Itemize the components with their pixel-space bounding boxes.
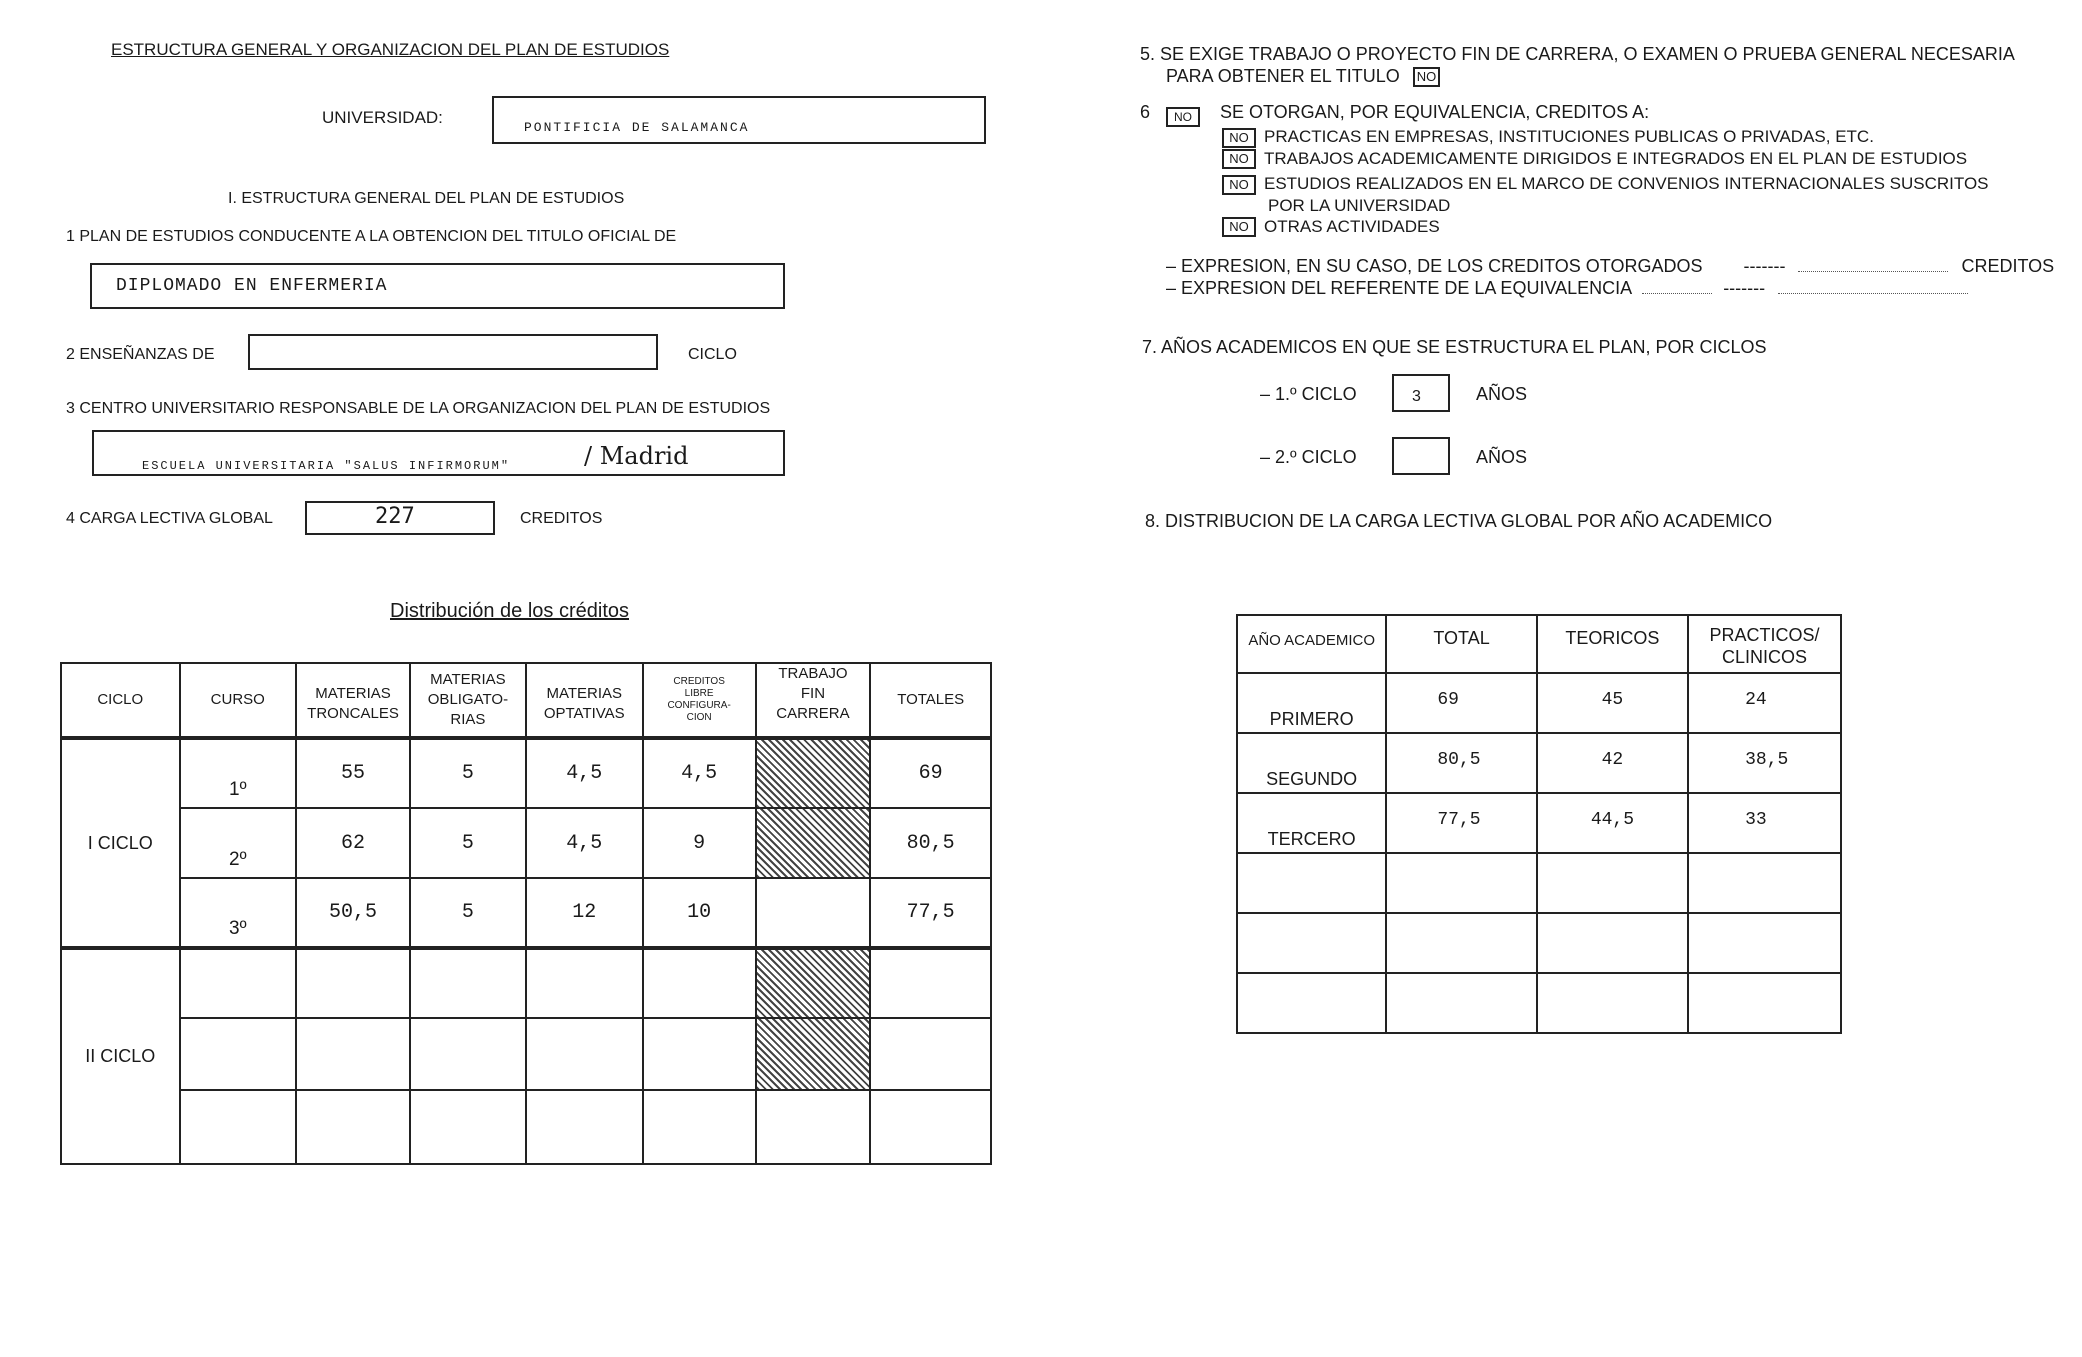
expr2-dotline-2 — [1778, 293, 1968, 294]
ciclo1-value: 3 — [1412, 388, 1421, 405]
curso-cell: 3º — [180, 878, 297, 948]
optativas-cell: 4,5 — [526, 738, 643, 808]
empty-cell — [643, 948, 756, 1018]
option-text: TRABAJOS ACADEMICAMENTE DIRIGIDOS E INTEGRADOS EN EL PLAN DE ESTUDIOS — [1264, 148, 1968, 168]
expr2-label: – EXPRESION DEL REFERENTE DE LA EQUIVALENCIA — [1166, 278, 1632, 298]
libre-cell: 10 — [643, 878, 756, 948]
optativas-cell: 12 — [526, 878, 643, 948]
empty-cell — [296, 1090, 410, 1164]
item6-options — [1222, 126, 1989, 237]
item4-label: 4 CARGA LECTIVA GLOBAL — [66, 510, 273, 527]
obligatorias-cell: 5 — [410, 738, 526, 808]
teoricos-cell: 44,5 — [1537, 793, 1688, 853]
header-obligatorias: MATERIAS OBLIGATO- RIAS — [410, 663, 526, 738]
expr1-label: – EXPRESION, EN SU CASO, DE LOS CREDITOS OTORGADOS — [1166, 256, 1703, 276]
year-table — [1236, 614, 1842, 1034]
header-troncales: MATERIAS TRONCALES — [296, 663, 410, 738]
option-box: NO — [1222, 175, 1256, 195]
empty-cell — [410, 948, 526, 1018]
table-row — [1237, 913, 1841, 973]
practicos-cell: 24 — [1688, 673, 1841, 733]
table-row — [61, 808, 991, 878]
empty-cell — [296, 1018, 410, 1090]
libre-cell: 9 — [643, 808, 756, 878]
ensenanzas-field — [248, 334, 658, 370]
empty-cell — [526, 1090, 643, 1164]
trabajo-cell — [756, 878, 871, 948]
universidad-value: PONTIFICIA DE SALAMANCA — [524, 120, 750, 135]
item1-label: 1 PLAN DE ESTUDIOS CONDUCENTE A LA OBTENCION DEL TITULO OFICIAL DE — [66, 228, 677, 245]
item4-suffix: CREDITOS — [520, 510, 603, 527]
section-i-title: I. ESTRUCTURA GENERAL DEL PLAN DE ESTUDIOS — [228, 190, 625, 207]
carga-value: 227 — [375, 504, 415, 529]
empty-cell — [296, 948, 410, 1018]
empty-cell — [643, 1090, 756, 1164]
centro-value: ESCUELA UNIVERSITARIA "SALUS INFIRMORUM" — [142, 459, 511, 473]
header-trabajo: TRABAJO FIN CARRERA — [756, 663, 871, 738]
header-ciclo: CICLO — [61, 663, 180, 738]
item7-title: 7. AÑOS ACADEMICOS EN QUE SE ESTRUCTURA EL PLAN, POR CICLOS — [1142, 337, 1767, 357]
item6-box: NO — [1166, 107, 1200, 127]
ciclo1-label: I CICLO — [61, 738, 180, 948]
centro-field — [92, 430, 785, 476]
troncales-cell: 50,5 — [296, 878, 410, 948]
dist-table — [60, 662, 992, 1165]
teoricos-cell: 42 — [1537, 733, 1688, 793]
table-row — [1237, 793, 1841, 853]
item6-option — [1222, 148, 1989, 170]
item8-title: 8. DISTRIBUCION DE LA CARGA LECTIVA GLOBAL POR AÑO ACADEMICO — [1145, 511, 1773, 531]
header-ano: AÑO ACADEMICO — [1237, 615, 1386, 673]
empty-cell — [1386, 973, 1536, 1033]
item6-title: SE OTORGAN, POR EQUIVALENCIA, CREDITOS A: — [1220, 102, 1650, 122]
option-text: ESTUDIOS REALIZADOS EN EL MARCO DE CONVENIOS INTERNACIONALES SUSCRITOS — [1264, 174, 1989, 194]
year-header-row — [1237, 615, 1841, 673]
header-libre: CREDITOS LIBRE CONFIGURA- CION — [643, 663, 756, 738]
year-cell: PRIMERO — [1237, 673, 1386, 733]
ciclo2-suffix: AÑOS — [1476, 447, 1528, 467]
universidad-field — [492, 96, 986, 144]
item6-option — [1222, 126, 1989, 148]
empty-cell — [180, 1018, 297, 1090]
header-totales: TOTALES — [870, 663, 991, 738]
table-row — [1237, 733, 1841, 793]
item2-suffix: CICLO — [688, 346, 737, 363]
teoricos-cell: 45 — [1537, 673, 1688, 733]
year-cell: TERCERO — [1237, 793, 1386, 853]
curso-cell: 2º — [180, 808, 297, 878]
universidad-label: UNIVERSIDAD: — [322, 108, 443, 127]
empty-cell — [526, 1018, 643, 1090]
expr2-dash: ------- — [1723, 278, 1766, 298]
titulo-value: DIPLOMADO EN ENFERMERIA — [116, 276, 388, 296]
option-text: PRACTICAS EN EMPRESAS, INSTITUCIONES PUBLICAS O PRIVADAS, ETC. — [1264, 127, 1874, 146]
table-row — [61, 878, 991, 948]
ciclo1-box — [1392, 374, 1450, 412]
header-total: TOTAL — [1386, 615, 1536, 673]
practicos-cell: 33 — [1688, 793, 1841, 853]
empty-cell — [1386, 853, 1536, 913]
centro-handwritten: / Madrid — [584, 442, 689, 470]
empty-cell — [643, 1018, 756, 1090]
empty-cell — [756, 1090, 871, 1164]
item5-box: NO — [1413, 67, 1441, 87]
table-row — [61, 1090, 991, 1164]
ciclo2-label: II CICLO — [61, 948, 180, 1164]
empty-cell — [870, 1018, 991, 1090]
carga-field — [305, 501, 495, 535]
empty-cell — [1237, 973, 1386, 1033]
item6-option — [1222, 216, 1989, 238]
empty-cell — [1237, 913, 1386, 973]
ciclo2-label: – 2.º CICLO — [1260, 447, 1357, 467]
option-text-cont: POR LA UNIVERSIDAD — [1268, 195, 1451, 215]
empty-cell — [1537, 913, 1688, 973]
empty-cell — [180, 948, 297, 1018]
expr2-line — [1166, 278, 1968, 299]
item6-option — [1222, 173, 1989, 195]
titulo-field — [90, 263, 785, 309]
expr1-dotline — [1798, 271, 1948, 272]
empty-cell — [180, 1090, 297, 1164]
header-curso: CURSO — [180, 663, 297, 738]
trabajo-shaded-cell — [756, 1018, 871, 1090]
item5-text2 — [1166, 66, 1440, 87]
empty-cell — [870, 1090, 991, 1164]
table-row — [61, 738, 991, 808]
expr1-suffix: CREDITOS — [1961, 256, 2055, 276]
item5-text: 5. SE EXIGE TRABAJO O PROYECTO FIN DE CARRERA, O EXAMEN O PRUEBA GENERAL NECESARIA — [1140, 44, 2015, 64]
ciclo2-box — [1392, 437, 1450, 475]
option-box: NO — [1222, 128, 1256, 148]
expr1-line — [1166, 256, 2054, 277]
obligatorias-cell: 5 — [410, 878, 526, 948]
table-row — [61, 948, 991, 1018]
dist-title: Distribución de los créditos — [390, 600, 629, 622]
troncales-cell: 55 — [296, 738, 410, 808]
totales-cell: 80,5 — [870, 808, 991, 878]
libre-cell: 4,5 — [643, 738, 756, 808]
empty-cell — [526, 948, 643, 1018]
table-row — [61, 1018, 991, 1090]
trabajo-shaded-cell — [756, 948, 871, 1018]
trabajo-shaded-cell — [756, 738, 871, 808]
dist-header-row — [61, 663, 991, 738]
empty-cell — [1688, 853, 1841, 913]
header-practicos: PRACTICOS/ CLINICOS — [1688, 615, 1841, 673]
item2-label: 2 ENSEÑANZAS DE — [66, 346, 215, 363]
empty-cell — [1386, 913, 1536, 973]
header-teoricos: TEORICOS — [1537, 615, 1688, 673]
optativas-cell: 4,5 — [526, 808, 643, 878]
curso-cell: 1º — [180, 738, 297, 808]
table-row — [1237, 673, 1841, 733]
option-box: NO — [1222, 149, 1256, 169]
expr2-dotline — [1642, 293, 1712, 294]
total-cell: 77,5 — [1386, 793, 1536, 853]
empty-cell — [410, 1018, 526, 1090]
item6-num: 6 — [1140, 102, 1151, 122]
obligatorias-cell: 5 — [410, 808, 526, 878]
trabajo-shaded-cell — [756, 808, 871, 878]
page-title: ESTRUCTURA GENERAL Y ORGANIZACION DEL PLAN DE ESTUDIOS — [111, 40, 670, 59]
ciclo1-label: – 1.º CICLO — [1260, 384, 1357, 404]
troncales-cell: 62 — [296, 808, 410, 878]
totales-cell: 69 — [870, 738, 991, 808]
total-cell: 69 — [1386, 673, 1536, 733]
empty-cell — [1237, 853, 1386, 913]
table-row — [1237, 973, 1841, 1033]
item3-label: 3 CENTRO UNIVERSITARIO RESPONSABLE DE LA ORGANIZACION DEL PLAN DE ESTUDIOS — [66, 400, 771, 417]
table-row — [1237, 853, 1841, 913]
total-cell: 80,5 — [1386, 733, 1536, 793]
ciclo1-suffix: AÑOS — [1476, 384, 1528, 404]
empty-cell — [410, 1090, 526, 1164]
option-box: NO — [1222, 217, 1256, 237]
empty-cell — [1537, 853, 1688, 913]
empty-cell — [870, 948, 991, 1018]
totales-cell: 77,5 — [870, 878, 991, 948]
item5-text2-label: PARA OBTENER EL TITULO — [1166, 66, 1400, 86]
practicos-cell: 38,5 — [1688, 733, 1841, 793]
year-cell: SEGUNDO — [1237, 733, 1386, 793]
empty-cell — [1688, 913, 1841, 973]
empty-cell — [1688, 973, 1841, 1033]
header-optativas: MATERIAS OPTATIVAS — [526, 663, 643, 738]
item6-box-wrap — [1166, 106, 1200, 127]
expr1-dash: ------- — [1743, 256, 1786, 276]
empty-cell — [1537, 973, 1688, 1033]
option-text: OTRAS ACTIVIDADES — [1264, 216, 1440, 236]
